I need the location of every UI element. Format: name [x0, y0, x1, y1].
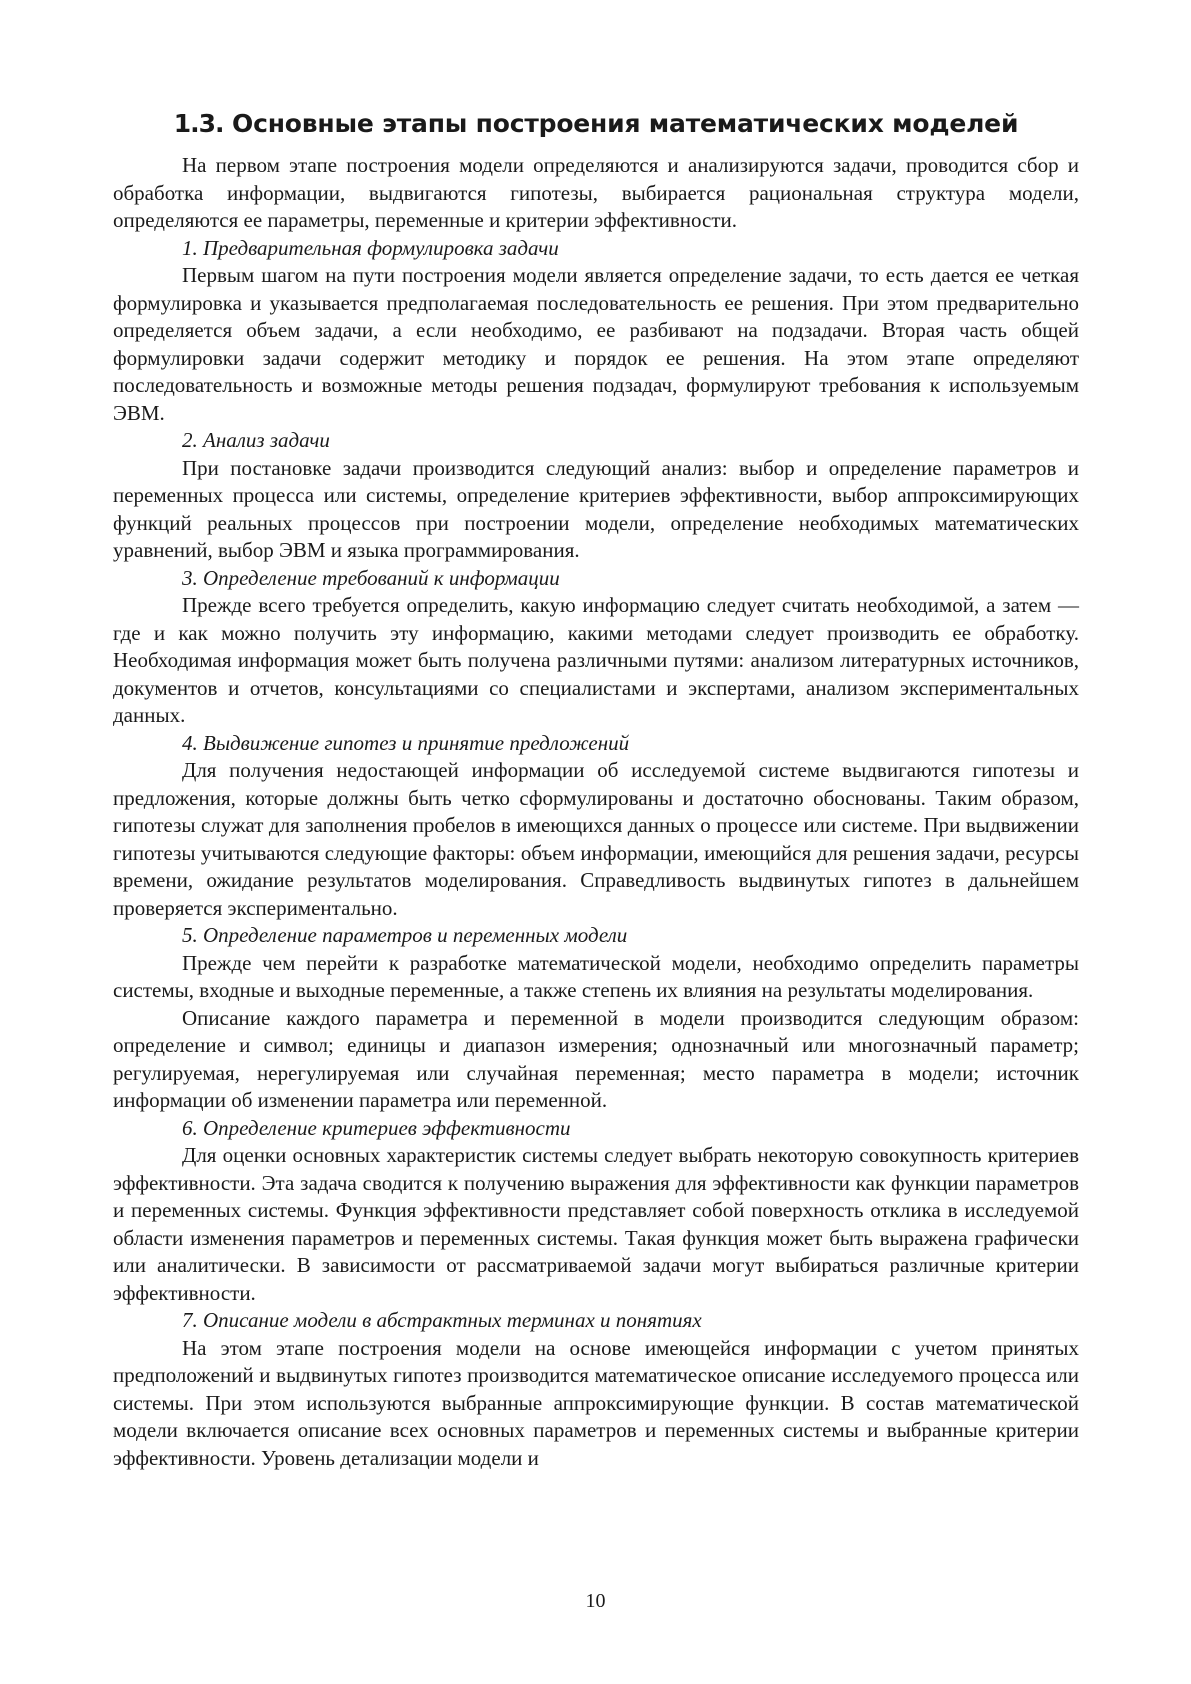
stage-6 — [113, 1115, 1079, 1308]
stage-title: 3. Определение требований к информации — [182, 565, 560, 590]
stage-7 — [113, 1307, 1079, 1472]
stage-title: 5. Определение параметров и переменных модели — [182, 923, 628, 947]
page-body — [113, 108, 1079, 1472]
stage-1 — [113, 235, 1079, 428]
section-title: Основные этапы построения математических моделей — [232, 109, 1019, 138]
stage-title: 6. Определение критериев эффективности — [182, 1115, 571, 1140]
intro-paragraph: На первом этапе построения модели определяются и анализируются задачи, проводится сбор и обработка информации, выдвигаются гипотезы, выбирается рациональная структура модели, определяются ее параметры, переменные и критерии эффективности. — [113, 153, 1079, 232]
section-number: 1.3. — [173, 109, 224, 138]
stage-title: 1. Предварительная формулировка задачи — [182, 235, 559, 260]
stage-5 — [113, 922, 1079, 1115]
stage-4 — [113, 730, 1079, 923]
stage-paragraph: При постановке задачи производится следующий анализ: выбор и определение параметров и переменных процесса или системы, определение критериев эффективности, выбор аппроксимирующих функций реальных процессов при построении модели, определение необходимых математических уравнений, выбор ЭВМ и языка программирования. — [113, 455, 1079, 562]
stage-paragraph: Прежде чем перейти к разработке математической модели, необходимо определить параметры системы, входные и выходные переменные, а также степень их влияния на результаты моделирования. — [113, 950, 1079, 1002]
stage-paragraph: Описание каждого параметра и переменной в модели производится следующим образом: определение и символ; единицы и диапазон измерения; однозначный или многозначный параметр; регулируемая, нерегулируемая или случайная переменная; место параметра в модели; источник информации об изменении параметра или переменной. — [113, 1005, 1079, 1112]
stage-paragraph: Прежде всего требуется определить, какую информацию следует считать необходимой, а затем — где и как можно получить эту информацию, какими методами следует производить ее обработку. Необходимая информация может быть получена различными путями: анализом литературных источников, документов и отчетов, консультациями со специалистами и экспертами, анализом экспериментальных данных. — [113, 593, 1079, 727]
stage-3 — [113, 565, 1079, 730]
stage-paragraph: Для оценки основных характеристик системы следует выбрать некоторую совокупность критериев эффективности. Эта задача сводится к получению выражения для эффективности как функции параметров и переменных системы. Функция эффективности представляет собой поверхность отклика в исследуемой области изменения параметров и переменных системы. Такая функция может быть выражена графически или аналитически. В зависимости от рассматриваемой задачи могут выбираться различные критерии эффективности. — [113, 1143, 1079, 1305]
section-heading — [113, 108, 1079, 140]
stage-paragraph: На этом этапе построения модели на основе имеющейся информации с учетом принятых предположений и выдвинутых гипотез производится математическое описание исследуемого процесса или системы. При этом используются выбранные аппроксимирующие функции. В состав математической модели включается описание всех основных параметров и переменных системы и выбранные критерии эффективности. Уровень детализации модели и — [113, 1335, 1079, 1470]
stage-paragraph: Первым шагом на пути построения модели является определение задачи, то есть дается ее четкая формулировка и указывается предполагаемая последовательность ее решения. При этом предварительно определяется объем задачи, а если необходимо, ее разбивают на подзадачи. Вторая часть общей формулировки задачи содержит методику и порядок ее решения. На этом этапе определяют последовательность и возможные методы решения подзадач, формулируют требования к используемым ЭВМ. — [113, 263, 1079, 425]
stage-paragraph: Для получения недостающей информации об исследуемой системе выдвигаются гипотезы и предложения, которые должны быть четко сформулированы и достаточно обоснованы. Таким образом, гипотезы служат для заполнения пробелов в имеющихся данных о процессе или системе. При выдвижении гипотезы учитываются следующие факторы: объем информации, имеющийся для решения задачи, ресурсы времени, ожидание результатов моделирования. Справедливость выдвинутых гипотез в дальнейшем проверяется экспериментально. — [113, 758, 1079, 920]
body-text — [113, 152, 1079, 1472]
stage-title: 2. Анализ задачи — [182, 428, 330, 452]
stage-title: 7. Описание модели в абстрактных терминах и понятиях — [182, 1308, 702, 1332]
stage-2 — [113, 427, 1079, 565]
stage-title: 4. Выдвижение гипотез и принятие предложений — [182, 730, 630, 755]
page-number: 10 — [585, 1590, 606, 1612]
